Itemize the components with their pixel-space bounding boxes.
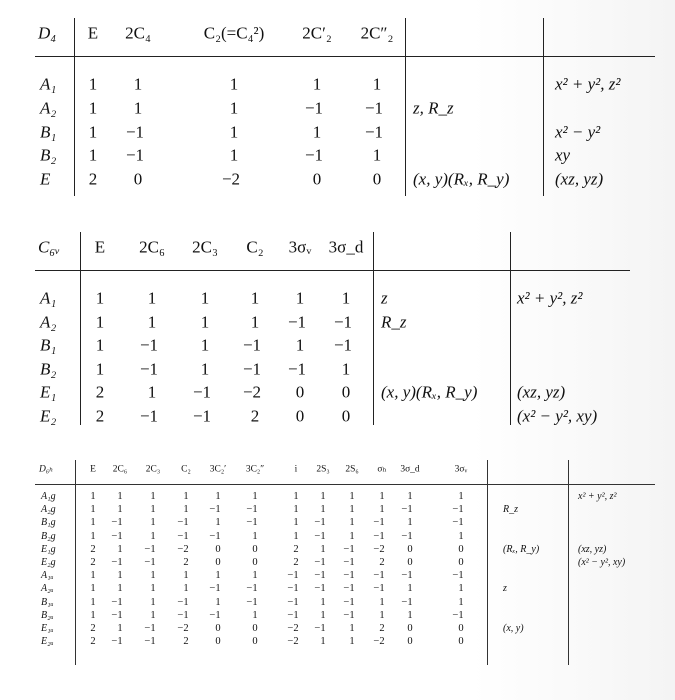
character-value: −1 [192, 382, 212, 402]
character-value: 1 [295, 335, 305, 355]
linear-functions: z, R_z [413, 98, 454, 118]
character-value: −1 [333, 312, 353, 332]
character-value: 1 [293, 517, 299, 529]
character-value: −2 [287, 622, 299, 634]
character-value: −1 [125, 145, 145, 165]
class-header: 2C₃ [192, 237, 218, 257]
class-header: 2C′₂ [302, 23, 332, 43]
irrep-label: A₁ᵤ [41, 570, 54, 582]
character-value: 1 [372, 145, 382, 165]
character-value: 1 [458, 530, 464, 542]
character-value: 1 [117, 490, 123, 502]
class-header: E [94, 237, 106, 257]
quadratic-functions: xy [555, 145, 571, 165]
character-value: 0 [252, 543, 258, 555]
class-header: 2C₃ [145, 464, 161, 475]
character-value: −1 [314, 556, 326, 568]
character-value: −1 [287, 312, 307, 332]
quadratic-functions: (xz, yz) [555, 169, 604, 189]
class-header: 3σ_d [328, 237, 364, 257]
character-value: 1 [229, 122, 239, 142]
irrep-label: E₂g [41, 557, 56, 568]
character-value: −1 [287, 609, 299, 621]
linear-functions: (Rₓ, R_y) [503, 543, 540, 555]
character-value: 1 [379, 609, 385, 621]
character-value: 1 [252, 569, 258, 581]
linear-functions: z [381, 288, 388, 308]
character-value: 0 [295, 382, 305, 402]
character-value: 1 [407, 609, 413, 621]
irrep-label: E [40, 169, 51, 189]
class-header: 2S₆ [345, 464, 359, 475]
class-header: σₕ [377, 464, 387, 475]
character-value: 1 [379, 596, 385, 608]
character-value: 1 [150, 609, 156, 621]
character-value: −1 [139, 335, 159, 355]
character-value: 1 [150, 569, 156, 581]
character-value: −1 [343, 583, 355, 595]
character-value: −1 [111, 517, 123, 529]
character-value: −2 [287, 635, 299, 647]
character-value: 1 [200, 288, 210, 308]
character-value: 1 [150, 583, 156, 595]
character-value: −2 [242, 382, 262, 402]
character-value: 0 [407, 635, 413, 647]
character-value: −1 [314, 517, 326, 529]
class-header: i [294, 464, 298, 475]
class-header: C₂ [181, 464, 191, 475]
character-value: 1 [293, 530, 299, 542]
character-value: 1 [147, 312, 157, 332]
header-rule [35, 270, 630, 271]
character-value: 1 [88, 122, 98, 142]
character-value: −1 [144, 622, 156, 634]
class-header: 2C″₂ [360, 23, 394, 43]
irrep-label: E₂ [40, 406, 57, 426]
character-value: 0 [133, 169, 143, 189]
character-value: 1 [295, 288, 305, 308]
character-value: −1 [287, 569, 299, 581]
character-value: −1 [343, 543, 355, 555]
character-value: 0 [341, 406, 351, 426]
character-value: −1 [373, 517, 385, 529]
character-value: −1 [111, 596, 123, 608]
character-value: 1 [95, 312, 105, 332]
character-value: 0 [295, 406, 305, 426]
irrep-divider [74, 18, 75, 196]
character-value: 2 [90, 622, 96, 634]
character-value: −1 [452, 517, 464, 529]
character-value: 0 [252, 635, 258, 647]
function-divider-2 [568, 460, 569, 665]
character-value: 1 [320, 503, 326, 515]
character-value: −1 [373, 583, 385, 595]
character-value: 2 [183, 635, 189, 647]
character-value: 1 [252, 609, 258, 621]
character-value: −1 [287, 359, 307, 379]
character-value: 1 [341, 288, 351, 308]
function-divider-2 [510, 232, 511, 425]
character-value: 1 [117, 543, 123, 555]
character-value: 0 [252, 622, 258, 634]
irrep-label: A₁g [41, 491, 56, 502]
character-value: 1 [90, 517, 96, 529]
character-value: 1 [90, 583, 96, 595]
class-header: C₂ [246, 237, 264, 257]
character-value: 1 [250, 312, 260, 332]
character-value: −1 [209, 530, 221, 542]
function-divider-1 [405, 18, 406, 196]
irrep-label: A₂ [40, 312, 57, 332]
character-value: 0 [458, 622, 464, 634]
class-header: E [87, 23, 99, 43]
character-value: 1 [117, 622, 123, 634]
character-value: 1 [183, 490, 189, 502]
character-value: −1 [343, 569, 355, 581]
character-value: 1 [407, 490, 413, 502]
character-value: 1 [215, 490, 221, 502]
character-value: 1 [90, 503, 96, 515]
quadratic-functions: (xz, yz) [578, 543, 607, 555]
character-value: −1 [452, 569, 464, 581]
class-header: C₂(=C₄²) [203, 23, 265, 43]
character-value: −1 [343, 556, 355, 568]
character-value: −1 [314, 530, 326, 542]
character-value: 2 [379, 622, 385, 634]
character-value: 1 [458, 583, 464, 595]
character-value: 0 [458, 556, 464, 568]
irrep-label: E₁g [41, 543, 56, 555]
character-value: 1 [90, 596, 96, 608]
character-value: 1 [320, 635, 326, 647]
character-value: 1 [320, 490, 326, 502]
irrep-label: B₁ᵤ [41, 596, 54, 608]
character-value: 1 [320, 596, 326, 608]
character-value: −1 [287, 583, 299, 595]
character-value: −1 [111, 609, 123, 621]
character-value: 1 [117, 569, 123, 581]
class-header: 2C₄ [125, 23, 151, 43]
character-value: 1 [95, 288, 105, 308]
character-value: −1 [246, 517, 258, 529]
character-value: 2 [90, 635, 96, 647]
character-value: 1 [200, 359, 210, 379]
irrep-label: E₁ [40, 382, 57, 402]
character-value: 1 [407, 517, 413, 529]
character-value: 2 [250, 406, 260, 426]
character-value: 1 [90, 490, 96, 502]
character-value: 1 [349, 530, 355, 542]
character-value: 1 [229, 145, 239, 165]
character-value: 1 [117, 583, 123, 595]
irrep-label: A₁ [40, 74, 57, 94]
character-value: −2 [177, 543, 189, 555]
character-value: 2 [379, 556, 385, 568]
character-value: 1 [407, 583, 413, 595]
header-rule [35, 484, 655, 485]
character-value: 0 [341, 382, 351, 402]
character-value: −1 [401, 503, 413, 515]
quadratic-functions: x² + y², z² [517, 288, 583, 308]
character-value: −1 [333, 335, 353, 355]
character-value: 1 [349, 503, 355, 515]
character-value: −1 [144, 556, 156, 568]
character-value: 1 [320, 609, 326, 621]
irrep-label: B₂ [40, 359, 57, 379]
character-value: 0 [372, 169, 382, 189]
character-value: 1 [252, 530, 258, 542]
character-value: −1 [209, 503, 221, 515]
character-value: −2 [373, 543, 385, 555]
character-value: −1 [177, 530, 189, 542]
character-value: −1 [209, 609, 221, 621]
quadratic-functions: x² + y², z² [555, 74, 621, 94]
character-value: 1 [147, 288, 157, 308]
quadratic-functions: (x² − y², xy) [578, 557, 626, 568]
character-value: 1 [150, 490, 156, 502]
character-value: 1 [349, 517, 355, 529]
character-value: −1 [364, 122, 384, 142]
irrep-divider [80, 232, 81, 425]
character-value: 1 [88, 98, 98, 118]
character-value: 0 [215, 556, 221, 568]
character-value: 1 [147, 382, 157, 402]
class-header: 3σᵥ [454, 464, 468, 475]
character-value: −2 [373, 635, 385, 647]
character-value: −1 [242, 335, 262, 355]
irrep-label: E₂ᵤ [41, 636, 54, 648]
character-value: −1 [192, 406, 212, 426]
character-value: 1 [150, 530, 156, 542]
character-value: −1 [314, 583, 326, 595]
character-value: −1 [401, 569, 413, 581]
character-value: −1 [401, 530, 413, 542]
character-value: 1 [90, 569, 96, 581]
character-value: −1 [373, 530, 385, 542]
character-value: 1 [349, 635, 355, 647]
character-value: 1 [150, 503, 156, 515]
function-divider-2 [543, 18, 544, 196]
character-value: 1 [183, 583, 189, 595]
quadratic-functions: (xz, yz) [517, 382, 566, 402]
character-value: 1 [458, 596, 464, 608]
character-value: −1 [139, 359, 159, 379]
character-value: 0 [215, 622, 221, 634]
character-value: 0 [312, 169, 322, 189]
class-header: 2C₆ [112, 464, 128, 475]
character-value: 1 [95, 335, 105, 355]
character-value: 1 [133, 98, 143, 118]
character-value: −2 [177, 622, 189, 634]
character-value: 1 [379, 490, 385, 502]
character-value: 2 [293, 556, 299, 568]
character-value: −1 [177, 517, 189, 529]
character-value: −1 [452, 503, 464, 515]
character-value: −1 [373, 569, 385, 581]
character-value: −1 [304, 145, 324, 165]
quadratic-functions: x² − y² [555, 122, 601, 142]
character-value: 0 [458, 543, 464, 555]
character-value: 1 [349, 622, 355, 634]
quadratic-functions: x² + y², z² [578, 491, 617, 502]
character-value: −1 [343, 609, 355, 621]
character-value: 0 [252, 556, 258, 568]
irrep-label: B₁ [40, 335, 57, 355]
linear-functions: R_z [381, 312, 407, 332]
character-value: −1 [246, 596, 258, 608]
character-value: 1 [250, 288, 260, 308]
character-value: 1 [229, 74, 239, 94]
character-value: 1 [458, 490, 464, 502]
character-value: 1 [183, 569, 189, 581]
character-value: 1 [312, 74, 322, 94]
character-value: 1 [293, 503, 299, 515]
header-rule [35, 56, 655, 57]
irrep-label: A₂ [40, 98, 57, 118]
character-value: 1 [90, 530, 96, 542]
character-value: 1 [117, 503, 123, 515]
character-value: 1 [372, 74, 382, 94]
character-value: −2 [221, 169, 241, 189]
character-value: 1 [215, 596, 221, 608]
irrep-label: B₂ᵤ [41, 609, 54, 621]
character-value: −1 [246, 583, 258, 595]
character-value: −1 [144, 635, 156, 647]
character-value: 1 [320, 543, 326, 555]
character-value: 1 [252, 490, 258, 502]
irrep-divider [75, 460, 76, 665]
character-value: −1 [144, 543, 156, 555]
character-value: −1 [287, 596, 299, 608]
character-value: −1 [314, 569, 326, 581]
character-value: 2 [95, 406, 105, 426]
character-value: 1 [293, 490, 299, 502]
character-value: −1 [314, 622, 326, 634]
character-value: 1 [215, 569, 221, 581]
character-value: 2 [95, 382, 105, 402]
character-value: 0 [407, 556, 413, 568]
irrep-label: B₁ [40, 122, 57, 142]
class-header: 3σᵥ [288, 237, 312, 257]
linear-functions: (x, y)(Rₓ, R_y) [413, 169, 510, 189]
character-value: 1 [133, 74, 143, 94]
character-value: 1 [88, 145, 98, 165]
irrep-label: B₁g [41, 517, 56, 529]
irrep-label: E₁ᵤ [41, 623, 54, 634]
function-divider-1 [487, 460, 488, 665]
class-header: E [90, 464, 96, 475]
character-value: −1 [209, 583, 221, 595]
character-value: 2 [90, 556, 96, 568]
irrep-label: A₂g [41, 504, 56, 516]
character-value: −1 [364, 98, 384, 118]
character-value: 1 [341, 359, 351, 379]
linear-functions: (x, y)(Rₓ, R_y) [381, 382, 478, 402]
linear-functions: z [503, 583, 507, 595]
character-value: 2 [293, 543, 299, 555]
character-value: −1 [452, 609, 464, 621]
character-value: 0 [215, 543, 221, 555]
character-value: −1 [177, 609, 189, 621]
irrep-label: A₁ [40, 288, 57, 308]
character-value: 0 [407, 543, 413, 555]
group-symbol: C₆ᵥ [38, 237, 61, 257]
character-value: −1 [242, 359, 262, 379]
character-value: 1 [215, 517, 221, 529]
character-value: 1 [229, 98, 239, 118]
character-value: 1 [150, 517, 156, 529]
class-header: 2C₆ [139, 237, 165, 257]
quadratic-functions: (x² − y², xy) [517, 406, 598, 426]
character-value: 0 [407, 622, 413, 634]
character-value: 1 [200, 312, 210, 332]
character-value: 1 [150, 596, 156, 608]
group-symbol: D₄ [38, 23, 57, 43]
character-value: −1 [111, 635, 123, 647]
character-value: −1 [139, 406, 159, 426]
function-divider-1 [373, 232, 374, 425]
character-value: 2 [90, 543, 96, 555]
character-value: 2 [88, 169, 98, 189]
character-value: 1 [183, 503, 189, 515]
character-value: −1 [177, 596, 189, 608]
character-value: 0 [458, 635, 464, 647]
linear-functions: R_z [503, 504, 518, 516]
character-value: 1 [95, 359, 105, 379]
linear-functions: (x, y) [503, 623, 524, 634]
irrep-label: B₂g [41, 530, 56, 542]
class-header: 3C₂′ [209, 464, 227, 475]
character-value: −1 [111, 556, 123, 568]
character-value: 1 [88, 74, 98, 94]
character-value: −1 [304, 98, 324, 118]
character-value: −1 [343, 596, 355, 608]
character-value: −1 [111, 530, 123, 542]
class-header: 3σ_d [400, 464, 420, 475]
character-value: 1 [200, 335, 210, 355]
class-header: 2S₃ [316, 464, 330, 475]
irrep-label: B₂ [40, 145, 57, 165]
class-header: 3C₂″ [245, 464, 265, 475]
irrep-label: A₂ᵤ [41, 583, 54, 595]
character-value: 0 [215, 635, 221, 647]
character-value: 1 [379, 503, 385, 515]
character-value: 1 [312, 122, 322, 142]
character-value: 1 [90, 609, 96, 621]
character-value: 1 [349, 490, 355, 502]
character-value: −1 [246, 503, 258, 515]
character-value: 2 [183, 556, 189, 568]
character-value: −1 [125, 122, 145, 142]
group-symbol: D₆ₕ [39, 464, 54, 475]
character-value: −1 [401, 596, 413, 608]
